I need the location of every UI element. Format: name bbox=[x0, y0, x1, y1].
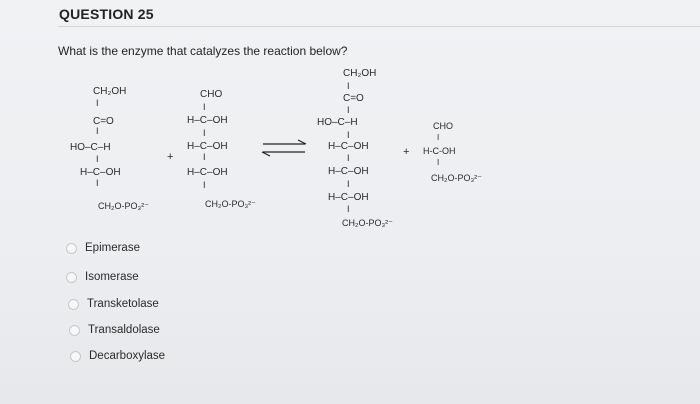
option-label: Isomerase bbox=[85, 271, 139, 283]
option-label: Epimerase bbox=[85, 242, 140, 254]
reactant2-label: CH₂O-PO₃²⁻ bbox=[205, 199, 256, 209]
reactant1-label: CH₂OH bbox=[93, 86, 127, 97]
bond-icon: I bbox=[203, 128, 206, 138]
reactant2-label: CHO bbox=[200, 89, 223, 100]
question-prompt: What is the enzyme that catalyzes the reaction below? bbox=[58, 44, 348, 58]
reactant2-label: H–C–OH bbox=[187, 115, 228, 126]
bond-icon: I bbox=[347, 204, 350, 214]
question-title: QUESTION 25 bbox=[59, 6, 154, 22]
bond-icon: I bbox=[347, 179, 350, 189]
product1-label: HO–C–H bbox=[317, 117, 358, 128]
bond-icon: I bbox=[347, 81, 350, 91]
bond-icon: I bbox=[203, 152, 206, 162]
option-label: Transaldolase bbox=[88, 324, 160, 336]
bond-icon: I bbox=[203, 102, 206, 112]
product1-label: CH₂O-PO₃²⁻ bbox=[342, 218, 393, 228]
option-epimerase[interactable] bbox=[66, 240, 140, 256]
option-decarboxylase[interactable] bbox=[70, 348, 165, 364]
product1 bbox=[317, 68, 393, 228]
reactant1-label: HO–C–H bbox=[70, 142, 111, 153]
equilibrium-arrow-icon bbox=[262, 140, 306, 156]
bond-icon: I bbox=[96, 154, 99, 164]
radio-button-icon[interactable] bbox=[66, 272, 77, 283]
bond-icon: I bbox=[437, 133, 440, 142]
bond-icon: I bbox=[347, 130, 350, 140]
radio-button-icon[interactable] bbox=[70, 351, 81, 362]
option-label: Decarboxylase bbox=[89, 350, 166, 362]
bond-icon: I bbox=[203, 180, 206, 190]
product1-label: CH₂OH bbox=[343, 68, 377, 79]
bond-icon: I bbox=[96, 98, 99, 108]
product2-label: H-C-OH bbox=[423, 146, 456, 156]
reactant1 bbox=[70, 86, 149, 211]
product1-label: H–C–OH bbox=[328, 166, 369, 177]
plus-sign: + bbox=[167, 151, 174, 163]
radio-button-icon[interactable] bbox=[69, 325, 80, 336]
reactant2-label: H–C–OH bbox=[187, 167, 228, 178]
option-transketolase[interactable] bbox=[68, 296, 159, 312]
plus-sign: + bbox=[403, 146, 410, 158]
bond-icon: I bbox=[96, 178, 99, 188]
product1-label: C=O bbox=[343, 93, 364, 104]
reactant2 bbox=[187, 89, 256, 209]
reactant1-label: H–C–OH bbox=[80, 167, 121, 178]
product2-label: CHO bbox=[433, 121, 453, 131]
reactant1-label: CH₂O-PO₃²⁻ bbox=[98, 201, 149, 211]
product2-label: CH₂O-PO₃²⁻ bbox=[431, 173, 482, 183]
reactant1-label: C=O bbox=[93, 116, 114, 127]
bond-icon: I bbox=[437, 158, 440, 167]
option-transaldolase[interactable] bbox=[69, 322, 160, 338]
reactant2-label: H–C–OH bbox=[187, 141, 228, 152]
bond-icon: I bbox=[347, 105, 350, 115]
product1-label: H–C–OH bbox=[328, 192, 369, 203]
bond-icon: I bbox=[347, 153, 350, 163]
bond-icon: I bbox=[96, 126, 99, 136]
product1-label: H–C–OH bbox=[328, 141, 369, 152]
radio-button-icon[interactable] bbox=[68, 299, 79, 310]
option-isomerase[interactable] bbox=[66, 269, 139, 285]
radio-button-icon[interactable] bbox=[66, 243, 77, 254]
product2 bbox=[423, 121, 482, 183]
option-label: Transketolase bbox=[87, 298, 159, 310]
